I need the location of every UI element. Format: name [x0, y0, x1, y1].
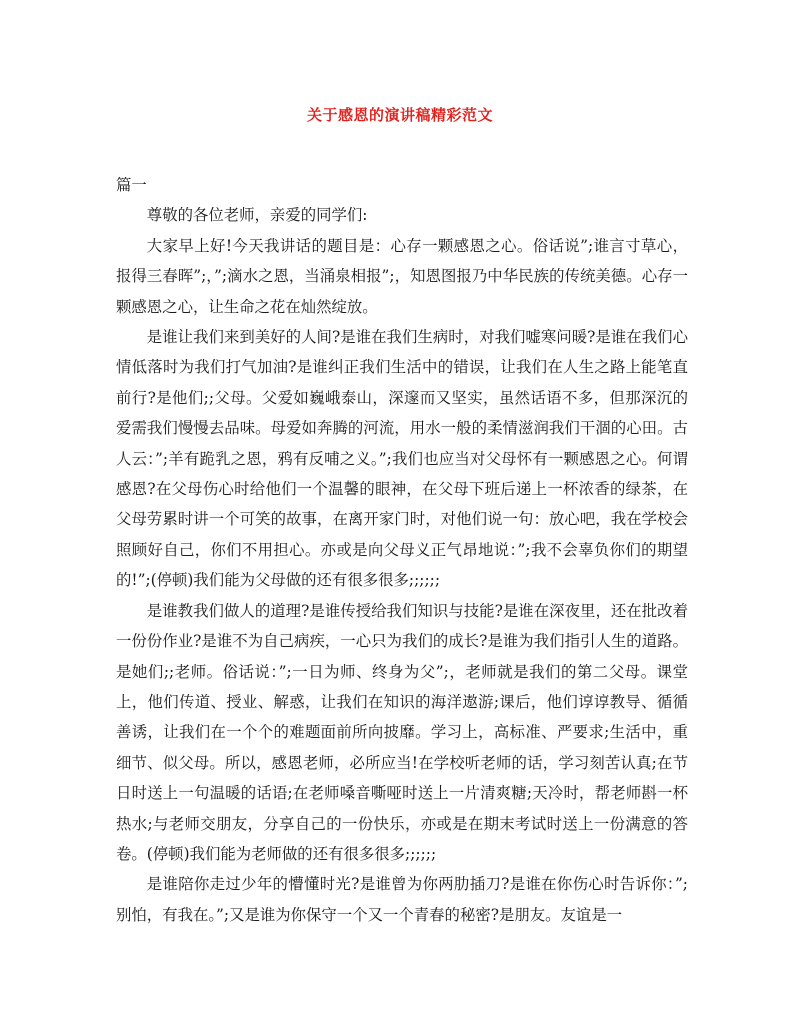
paragraph-intro: 大家早上好!今天我讲话的题目是：心存一颗感恩之心。俗话说”;谁言寸草心，报得三春晖”;，”;滴水之恩，当涌泉相报”;，知恩图报乃中华民族的传统美德。心存一颗感恩之心，让生命之花在灿然绽放。 [116, 236, 688, 316]
paragraph-greeting: 尊敬的各位老师，亲爱的同学们: [146, 206, 368, 225]
paragraph-parents: 是谁让我们来到美好的人间?是谁在我们生病时，对我们嘘寒问暖?是谁在我们心情低落时为我们打气加油?是谁纠正我们生活中的错误，让我们在人生之路上能笔直前行?是他们;;父母。父爱如巍峨泰山，深邃而又坚实，虽然话语不多，但那深沉的爱需我们慢慢去品味。母爱如奔腾的河流，用水一般的柔情滋润我们干涸的心田。古人云：”;羊有跪乳之恩，鸦有反哺之义。”;我们也应当对父母怀有一颗感恩之心。何谓感恩?在父母伤心时给他们一个温馨的眼神，在父母下班后递上一杯浓香的绿茶，在父母劳累时讲一个可笑的故事，在离开家门时，对他们说一句：放心吧，我在学校会照顾好自己，你们不用担心。亦或是向父母义正气昂地说：”;我不会辜负你们的期望的!”;(停顿)我们能为父母做的还有很多很多;;;;;; [116, 328, 688, 590]
document-title: 关于感恩的演讲稿精彩范文 [306, 106, 493, 124]
paragraph-friends: 是谁陪你走过少年的懵懂时光?是谁曾为你两肋插刀?是谁在你伤心时告诉你：”;别怕，有我在。”;又是谁为你保守一个又一个青春的秘密?是朋友。友谊是一 [116, 875, 688, 924]
section-label: 篇一 [116, 176, 147, 194]
paragraph-teachers: 是谁教我们做人的道理?是谁传授给我们知识与技能?是谁在深夜里，还在批改着一份份作业?是谁不为自己病疾，一心只为我们的成长?是谁为我们指引人生的道路。是她们;;老师。俗话说：”;一日为师、终身为父”;，老师就是我们的第二父母。课堂上，他们传道、授业、解惑，让我们在知识的海洋遨游;课后，他们谆谆教导、循循善诱，让我们在一个个的难题面前所向披靡。学习上，高标准、严要求;生活中，重细节、似父母。所以，感恩老师，必所应当!在学校听老师的话，学习刻苦认真;在节日时送上一句温暖的话语;在老师嗓音嘶哑时送上一片清爽糖;天冷时，帮老师斟一杯热水;与老师交朋友，分享自己的一份快乐，亦或是在期末考试时送上一份满意的答卷。(停顿)我们能为老师做的还有很多很多;;;;;; [116, 601, 688, 863]
document-body [116, 170, 688, 930]
